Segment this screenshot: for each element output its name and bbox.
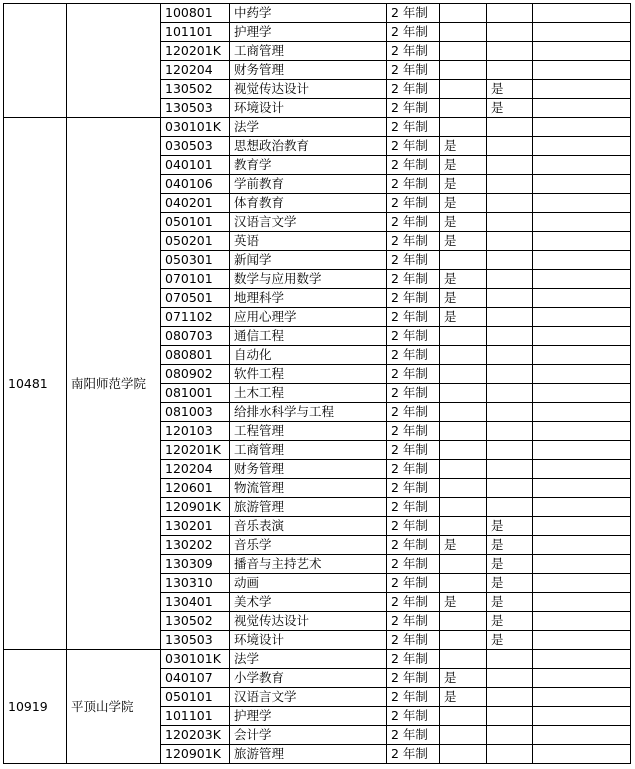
program-code: 040201 (161, 194, 230, 213)
flag-column-1 (440, 479, 487, 498)
flag-column-1 (440, 251, 487, 270)
study-duration: 2 年制 (387, 308, 440, 327)
remarks-cell (533, 650, 631, 669)
flag-column-1 (440, 631, 487, 650)
flag-column-1 (440, 555, 487, 574)
study-duration: 2 年制 (387, 213, 440, 232)
program-code: 050301 (161, 251, 230, 270)
flag-column-2 (487, 384, 533, 403)
study-duration: 2 年制 (387, 251, 440, 270)
remarks-cell (533, 384, 631, 403)
study-duration: 2 年制 (387, 346, 440, 365)
remarks-cell (533, 308, 631, 327)
remarks-cell (533, 232, 631, 251)
study-duration: 2 年制 (387, 327, 440, 346)
flag-column-1: 是 (440, 175, 487, 194)
remarks-cell (533, 327, 631, 346)
program-code: 130309 (161, 555, 230, 574)
major-name: 英语 (230, 232, 387, 251)
flag-column-2 (487, 688, 533, 707)
flag-column-2 (487, 422, 533, 441)
major-name: 播音与主持艺术 (230, 555, 387, 574)
table-row (4, 118, 631, 137)
table-row (4, 4, 631, 23)
flag-column-2: 是 (487, 536, 533, 555)
remarks-cell (533, 80, 631, 99)
flag-column-1 (440, 574, 487, 593)
school-name (67, 4, 161, 118)
study-duration: 2 年制 (387, 707, 440, 726)
remarks-cell (533, 213, 631, 232)
flag-column-2 (487, 707, 533, 726)
flag-column-1 (440, 441, 487, 460)
program-code: 130401 (161, 593, 230, 612)
remarks-cell (533, 517, 631, 536)
study-duration: 2 年制 (387, 536, 440, 555)
remarks-cell (533, 574, 631, 593)
flag-column-1: 是 (440, 270, 487, 289)
table-row (4, 650, 631, 669)
flag-column-2 (487, 745, 533, 764)
major-name: 视觉传达设计 (230, 80, 387, 99)
flag-column-2 (487, 232, 533, 251)
flag-column-1 (440, 42, 487, 61)
major-name: 财务管理 (230, 460, 387, 479)
remarks-cell (533, 479, 631, 498)
program-code: 130503 (161, 99, 230, 118)
program-code: 101101 (161, 23, 230, 42)
flag-column-2: 是 (487, 99, 533, 118)
study-duration: 2 年制 (387, 23, 440, 42)
study-duration: 2 年制 (387, 175, 440, 194)
flag-column-2 (487, 308, 533, 327)
flag-column-1: 是 (440, 669, 487, 688)
program-code: 120103 (161, 422, 230, 441)
study-duration: 2 年制 (387, 384, 440, 403)
flag-column-2 (487, 23, 533, 42)
study-duration: 2 年制 (387, 460, 440, 479)
major-name: 汉语言文学 (230, 688, 387, 707)
study-duration: 2 年制 (387, 365, 440, 384)
major-name: 新闻学 (230, 251, 387, 270)
flag-column-1 (440, 745, 487, 764)
remarks-cell (533, 137, 631, 156)
program-code: 040106 (161, 175, 230, 194)
flag-column-2: 是 (487, 612, 533, 631)
study-duration: 2 年制 (387, 726, 440, 745)
program-code: 080703 (161, 327, 230, 346)
flag-column-1 (440, 726, 487, 745)
major-name: 环境设计 (230, 631, 387, 650)
study-duration: 2 年制 (387, 270, 440, 289)
study-duration: 2 年制 (387, 99, 440, 118)
program-code: 080801 (161, 346, 230, 365)
study-duration: 2 年制 (387, 194, 440, 213)
study-duration: 2 年制 (387, 574, 440, 593)
flag-column-1 (440, 327, 487, 346)
flag-column-2 (487, 61, 533, 80)
program-code: 050101 (161, 213, 230, 232)
school-code: 10919 (4, 650, 67, 764)
program-code: 050201 (161, 232, 230, 251)
flag-column-2: 是 (487, 593, 533, 612)
flag-column-1 (440, 365, 487, 384)
flag-column-2 (487, 251, 533, 270)
major-name: 会计学 (230, 726, 387, 745)
remarks-cell (533, 99, 631, 118)
flag-column-2 (487, 156, 533, 175)
table-body (4, 4, 631, 764)
program-code: 040101 (161, 156, 230, 175)
flag-column-1: 是 (440, 289, 487, 308)
remarks-cell (533, 726, 631, 745)
program-code: 101101 (161, 707, 230, 726)
study-duration: 2 年制 (387, 745, 440, 764)
major-name: 地理科学 (230, 289, 387, 308)
remarks-cell (533, 498, 631, 517)
flag-column-1: 是 (440, 137, 487, 156)
remarks-cell (533, 289, 631, 308)
program-code: 120203K (161, 726, 230, 745)
study-duration: 2 年制 (387, 289, 440, 308)
flag-column-1: 是 (440, 194, 487, 213)
study-duration: 2 年制 (387, 42, 440, 61)
major-name: 法学 (230, 650, 387, 669)
flag-column-2 (487, 498, 533, 517)
flag-column-1 (440, 403, 487, 422)
remarks-cell (533, 403, 631, 422)
program-code: 030101K (161, 118, 230, 137)
remarks-cell (533, 536, 631, 555)
flag-column-2 (487, 118, 533, 137)
program-code: 070501 (161, 289, 230, 308)
major-name: 体育教育 (230, 194, 387, 213)
flag-column-2 (487, 403, 533, 422)
study-duration: 2 年制 (387, 650, 440, 669)
study-duration: 2 年制 (387, 612, 440, 631)
program-code: 100801 (161, 4, 230, 23)
remarks-cell (533, 61, 631, 80)
flag-column-1: 是 (440, 156, 487, 175)
major-name: 护理学 (230, 23, 387, 42)
study-duration: 2 年制 (387, 137, 440, 156)
remarks-cell (533, 669, 631, 688)
flag-column-2 (487, 327, 533, 346)
program-code: 030101K (161, 650, 230, 669)
major-name: 音乐学 (230, 536, 387, 555)
flag-column-1: 是 (440, 308, 487, 327)
program-code: 120204 (161, 460, 230, 479)
program-code: 130202 (161, 536, 230, 555)
major-name: 思想政治教育 (230, 137, 387, 156)
flag-column-1 (440, 99, 487, 118)
flag-column-2 (487, 194, 533, 213)
flag-column-2 (487, 213, 533, 232)
flag-column-1 (440, 61, 487, 80)
major-name: 中药学 (230, 4, 387, 23)
flag-column-1: 是 (440, 688, 487, 707)
flag-column-2: 是 (487, 631, 533, 650)
major-name: 工商管理 (230, 42, 387, 61)
remarks-cell (533, 688, 631, 707)
program-table (3, 3, 631, 764)
study-duration: 2 年制 (387, 517, 440, 536)
flag-column-1 (440, 118, 487, 137)
flag-column-2 (487, 726, 533, 745)
remarks-cell (533, 612, 631, 631)
flag-column-1: 是 (440, 593, 487, 612)
major-name: 环境设计 (230, 99, 387, 118)
program-code: 120901K (161, 498, 230, 517)
major-name: 学前教育 (230, 175, 387, 194)
flag-column-1 (440, 384, 487, 403)
study-duration: 2 年制 (387, 688, 440, 707)
remarks-cell (533, 593, 631, 612)
flag-column-1 (440, 422, 487, 441)
program-code: 130502 (161, 612, 230, 631)
flag-column-1: 是 (440, 536, 487, 555)
remarks-cell (533, 422, 631, 441)
program-code: 081003 (161, 403, 230, 422)
study-duration: 2 年制 (387, 631, 440, 650)
remarks-cell (533, 270, 631, 289)
program-code: 130310 (161, 574, 230, 593)
program-code: 120901K (161, 745, 230, 764)
major-name: 财务管理 (230, 61, 387, 80)
remarks-cell (533, 745, 631, 764)
remarks-cell (533, 251, 631, 270)
flag-column-1 (440, 80, 487, 99)
program-code: 130502 (161, 80, 230, 99)
flag-column-2 (487, 479, 533, 498)
major-name: 旅游管理 (230, 745, 387, 764)
major-name: 自动化 (230, 346, 387, 365)
flag-column-1 (440, 707, 487, 726)
study-duration: 2 年制 (387, 441, 440, 460)
flag-column-1 (440, 612, 487, 631)
program-code: 130503 (161, 631, 230, 650)
major-name: 汉语言文学 (230, 213, 387, 232)
flag-column-1 (440, 517, 487, 536)
flag-column-2 (487, 4, 533, 23)
major-name: 工商管理 (230, 441, 387, 460)
major-name: 软件工程 (230, 365, 387, 384)
flag-column-2 (487, 346, 533, 365)
program-code: 120601 (161, 479, 230, 498)
remarks-cell (533, 175, 631, 194)
remarks-cell (533, 194, 631, 213)
major-name: 工程管理 (230, 422, 387, 441)
flag-column-1: 是 (440, 232, 487, 251)
major-name: 小学教育 (230, 669, 387, 688)
school-name: 南阳师范学院 (67, 118, 161, 650)
flag-column-2 (487, 270, 533, 289)
major-name: 教育学 (230, 156, 387, 175)
flag-column-2: 是 (487, 555, 533, 574)
major-name: 物流管理 (230, 479, 387, 498)
program-code: 030503 (161, 137, 230, 156)
study-duration: 2 年制 (387, 593, 440, 612)
flag-column-1 (440, 498, 487, 517)
study-duration: 2 年制 (387, 498, 440, 517)
study-duration: 2 年制 (387, 232, 440, 251)
study-duration: 2 年制 (387, 80, 440, 99)
study-duration: 2 年制 (387, 555, 440, 574)
study-duration: 2 年制 (387, 118, 440, 137)
remarks-cell (533, 365, 631, 384)
remarks-cell (533, 631, 631, 650)
flag-column-1 (440, 650, 487, 669)
study-duration: 2 年制 (387, 4, 440, 23)
program-code: 070101 (161, 270, 230, 289)
major-name: 旅游管理 (230, 498, 387, 517)
flag-column-2 (487, 289, 533, 308)
major-name: 美术学 (230, 593, 387, 612)
flag-column-2 (487, 42, 533, 61)
remarks-cell (533, 118, 631, 137)
program-code: 130201 (161, 517, 230, 536)
flag-column-2 (487, 669, 533, 688)
major-name: 给排水科学与工程 (230, 403, 387, 422)
major-name: 通信工程 (230, 327, 387, 346)
program-code: 081001 (161, 384, 230, 403)
flag-column-1 (440, 23, 487, 42)
remarks-cell (533, 346, 631, 365)
flag-column-2 (487, 441, 533, 460)
major-name: 音乐表演 (230, 517, 387, 536)
flag-column-1 (440, 346, 487, 365)
flag-column-2: 是 (487, 574, 533, 593)
school-code: 10481 (4, 118, 67, 650)
school-name: 平顶山学院 (67, 650, 161, 764)
remarks-cell (533, 156, 631, 175)
major-name: 法学 (230, 118, 387, 137)
major-name: 动画 (230, 574, 387, 593)
major-name: 土木工程 (230, 384, 387, 403)
flag-column-2: 是 (487, 517, 533, 536)
remarks-cell (533, 4, 631, 23)
program-code: 080902 (161, 365, 230, 384)
remarks-cell (533, 441, 631, 460)
remarks-cell (533, 42, 631, 61)
study-duration: 2 年制 (387, 156, 440, 175)
major-name: 视觉传达设计 (230, 612, 387, 631)
program-code: 071102 (161, 308, 230, 327)
remarks-cell (533, 23, 631, 42)
study-duration: 2 年制 (387, 669, 440, 688)
flag-column-1 (440, 4, 487, 23)
remarks-cell (533, 707, 631, 726)
flag-column-2 (487, 650, 533, 669)
study-duration: 2 年制 (387, 479, 440, 498)
program-code: 120204 (161, 61, 230, 80)
flag-column-1: 是 (440, 213, 487, 232)
program-code: 050101 (161, 688, 230, 707)
study-duration: 2 年制 (387, 422, 440, 441)
study-duration: 2 年制 (387, 61, 440, 80)
program-code: 120201K (161, 441, 230, 460)
program-code: 120201K (161, 42, 230, 61)
flag-column-2 (487, 137, 533, 156)
major-name: 数学与应用数学 (230, 270, 387, 289)
flag-column-2: 是 (487, 80, 533, 99)
program-code: 040107 (161, 669, 230, 688)
school-code (4, 4, 67, 118)
flag-column-2 (487, 175, 533, 194)
flag-column-2 (487, 460, 533, 479)
remarks-cell (533, 460, 631, 479)
study-duration: 2 年制 (387, 403, 440, 422)
flag-column-2 (487, 365, 533, 384)
remarks-cell (533, 555, 631, 574)
major-name: 护理学 (230, 707, 387, 726)
major-name: 应用心理学 (230, 308, 387, 327)
flag-column-1 (440, 460, 487, 479)
